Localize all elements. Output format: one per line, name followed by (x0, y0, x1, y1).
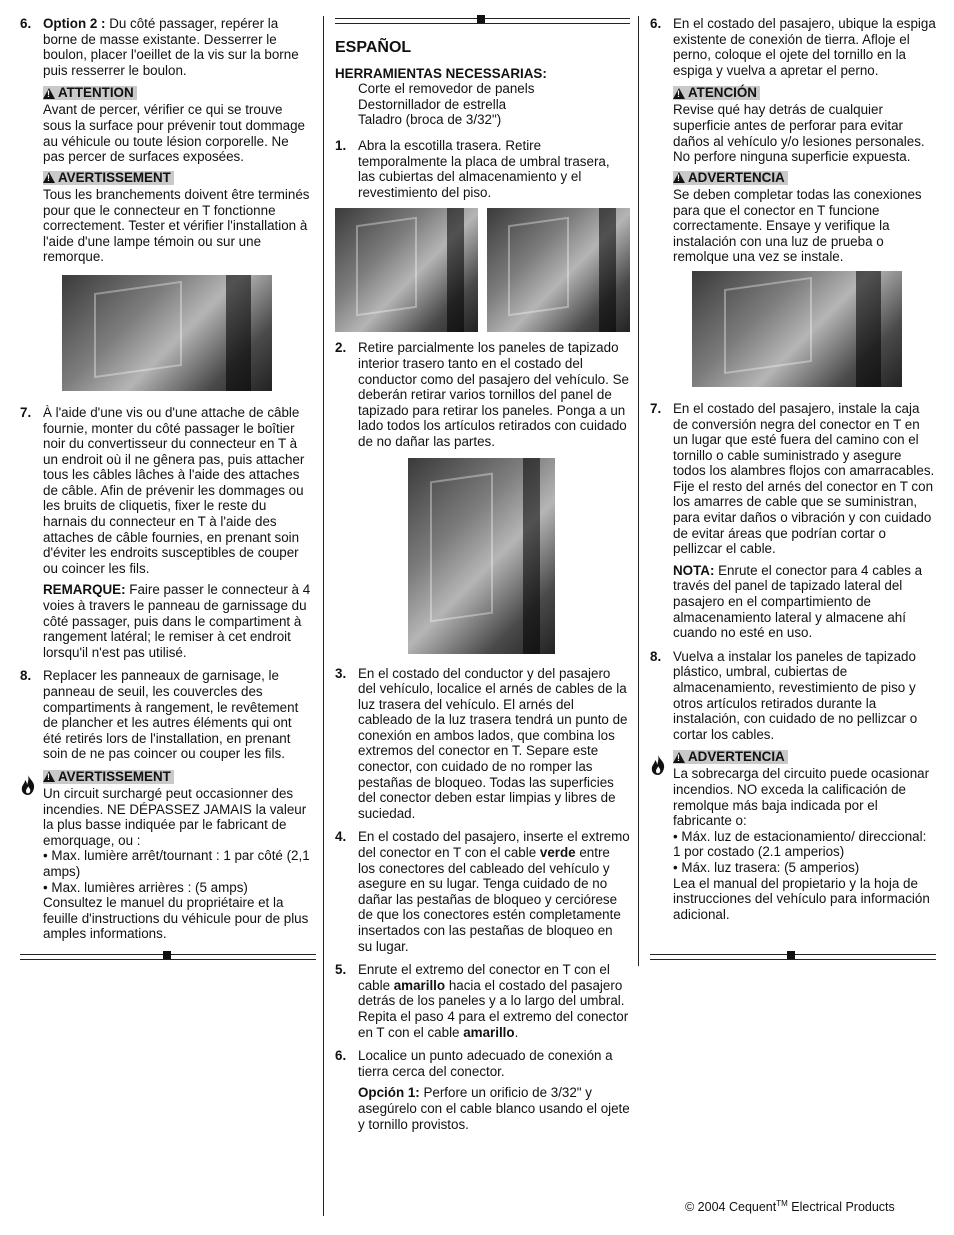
es-step-7: 7. En el costado del pasajero, instale la caja de conversión negra del conector en T en un lugar que esté fuera del camino con el tornillo o cable suministrado y asegure todos los alambres flojos con amarracables. Fije el resto del arnés del conector en T con los amarres de cable que se suministran, para evitar daños o vibración y con cuidado de evitar áreas que podrían cortar o pellizcar el cable. NOTA: Enrute el conector para 4 cables a través del panel de tapizado lateral del pasajero en el compartimiento de almacenamiento lateral y almacene ahí cuando no esté en uso. (650, 400, 935, 641)
tool-item: Destornillador de estrella (358, 96, 507, 112)
es-step-5: 5. Enrute el extremo del conector en T con el cable amarillo hacia el costado del pasajero detrás de los paneles y a lo largo del umbral. Repita el paso 4 para el extremo del conector en T con el cable amarillo. (335, 962, 629, 1040)
column-french (20, 16, 312, 948)
es-step-1: 1. Abra la escotilla trasera. Retire temporalmente la placa de umbral trasera, las cubiertas del almacenamiento y el revestimiento del piso. (335, 137, 610, 200)
photo-trim-panel (335, 208, 478, 332)
es-step-6-option-2: 6. En el costado del pasajero, ubique la espiga existente de conexión de tierra. Afloje el perno, coloque el ojete del tornillo en la espiga y vuelva a apretar el perno. (650, 16, 936, 78)
advertencia-label: ! ADVERTENCIA (673, 171, 788, 185)
fr-photo-ground-connection (62, 275, 272, 391)
es-step-8: 8. Vuelva a instalar los paneles de tapizado plástico, umbral, cubiertas de almacenamiento, revestimiento de piso y otros artículos retirados durante la instalación, con cuidado de no pellizcar o cortar los cables. (650, 648, 918, 742)
es-atencion-box: ! ATENCIÓN Revise qué hay detrás de cualquier superficie antes de perforar para evitar daños al vehículo y/o lesiones personales. No perfore ninguna superficie expuesta. (673, 86, 936, 164)
photo-panel-removal (487, 208, 630, 332)
copyright-footer: © 2004 Cequent™ Electrical Products (685, 1199, 895, 1215)
warning-triangle-icon (673, 752, 685, 763)
column-spanish-continued (650, 16, 936, 928)
es-advertencia-box: ! ADVERTENCIA Se deben completar todas las conexiones para que el conector en T funcione correctamente. Ensaye y verifique la instalación con una luz de prueba o remolque una vez se instale. (673, 171, 936, 265)
column-divider-right (638, 16, 639, 966)
es-photo-ground-connection (692, 271, 902, 387)
avertissement-label: ! AVERTISSEMENT (43, 770, 174, 784)
section-separator (335, 18, 630, 24)
avertissement-label: ! AVERTISSEMENT (43, 171, 174, 185)
fire-hazard-icon (19, 774, 37, 796)
tool-item: Taladro (broca de 3/32") (358, 112, 502, 128)
es-photos-step-1 (335, 208, 630, 332)
warning-triangle-icon (673, 88, 685, 99)
section-separator (650, 954, 936, 960)
fr-step-7: 7. À l'aide d'une vis ou d'une attache de câble fournie, monter du côté passager le boîtier noir du convertisseur du connecteur en T à un endroit où il ne gênera pas, puis attacher tous les câbles lâches à l'aide des attaches de câble. Afin de prévenir les dommages ou les bruits de cliquetis, fixer le reste du harnais du connecteur en T à l'aide des attaches de câble fournies, en prenant soin d'éviter les endroits susceptibles de couper ou coincer les fils. REMARQUE: Faire passer le connecteur à 4 voies à travers le panneau de garnissage du côté passager, puis dans le compartiment à rangement latéral; le remiser à cet endroit lorsqu'il n'est pas utilisé. (20, 404, 311, 660)
tools-list (358, 81, 630, 128)
warning-triangle-icon (43, 172, 55, 183)
column-spanish (335, 36, 630, 1140)
fr-step-8: 8. Replacer les panneaux de garnisage, le panneau de seuil, les couvercles des compartiments à rangement, le revêtement de plancher et les autres éléments qui ont été retirés lors de l'installation, en prenant soin de ne pas coincer ou couper les fils. (20, 668, 299, 762)
es-step-4: 4. En el costado del pasajero, inserte el extremo del conector en T con el cable verde entre los conectores del cableado del vehículo y asegure en su lugar. Tenga cuidado de no dañar las pestañas de bloqueo y cerciórese de que los conectores estén completamente insertados con las pestañas de bloqueo en su lugar. (335, 829, 630, 954)
atencion-label: ! ATENCIÓN (673, 86, 760, 100)
fr-avertissement-box: ! AVERTISSEMENT Tous les branchements doivent être terminés pour que le connecteur en T fonctionne correctement. Tester et vérifier l'installation à l'aide d'une lampe témoin ou sur une remorque. (43, 171, 312, 265)
fr-step-6: 6. Option 2 : Du côté passager, repérer la borne de masse existante. Desserrer le boulon, placer l'oeillet de la vis sur la borne puis resserrer le boulon. (20, 16, 299, 78)
attention-label: ! ATTENTION (43, 86, 137, 100)
fire-hazard-icon (649, 754, 667, 776)
es-step-6: 6. Localice un punto adecuado de conexión a tierra cerca del conector. Opción 1: Perfore un orificio de 3/32" y asegúrelo con el cable blanco usando el ojete y tornillo provistos. (335, 1048, 630, 1132)
section-heading: ESPAÑOL (335, 39, 412, 56)
fr-avertissement-fire-box: ! AVERTISSEMENT Un circuit surchargé peut occasionner des incendies. NE DÉPASSEZ JAMAIS la valeur la plus basse indiquée par le fabricant de emorquage, ou : • Max. lumière arrêt/tournant : 1 par côté (2,1 amps) • Max. lumières arrières : (5 amps) Consultez le manuel du propriétaire et la feuille d'instructions du véhicule pour de plus amples informations. (43, 770, 312, 942)
section-separator (20, 954, 316, 960)
es-step-2: 2. Retire parcialmente los paneles de tapizado interior trasero tanto en el costado del conductor como del pasajero del vehículo. Se deberán retirar varios tornillos del panel de tapizado para retirar los paneles. Ponga a un lado todos los artículos retirados con cuidado de no dañar las partes. (335, 340, 629, 449)
advertencia-label: ! ADVERTENCIA (673, 750, 788, 764)
warning-triangle-icon (43, 88, 55, 99)
es-step-3: 3. En el costado del conductor y del pasajero del vehículo, localice el arnés de cables de la luz trasera del vehículo. El arnés del cableado de la luz trasera tendrá un punto de conexión en ambos lados, que combina los extremos del conector en T. Separe este conector, con cuidado de no romper las pestañas de bloqueo. Todas las superficies del conector deben estar limpias y libres de suciedad. (335, 665, 628, 821)
tool-item: Corte el removedor de panels (358, 81, 535, 97)
warning-triangle-icon (673, 172, 685, 183)
warning-triangle-icon (43, 771, 55, 782)
column-divider-left (323, 16, 324, 1216)
tools-heading: HERRAMIENTAS NECESSARIAS: (335, 65, 547, 81)
fr-attention-box: ! ATTENTION Avant de percer, vérifier ce qui se trouve sous la surface pour prévenir tout dommage au véhicule ou toute lésion corporelle. Ne pas percer de surfaces exposées. (43, 86, 312, 164)
es-advertencia-fire-box: ! ADVERTENCIA La sobrecarga del circuito puede ocasionar incendios. NO exceda la calificación de remolque más baja indicada por el fabricante o: • Máx. luz de estacionamiento/ direccional: 1 por costado (2.1 amperios) • Máx. luz trasera: (5 amperios) Lea el manual del propietario y la hoja de instrucciones del vehículo para información adicional. (673, 750, 936, 922)
photo-wiring-harness (408, 458, 555, 654)
